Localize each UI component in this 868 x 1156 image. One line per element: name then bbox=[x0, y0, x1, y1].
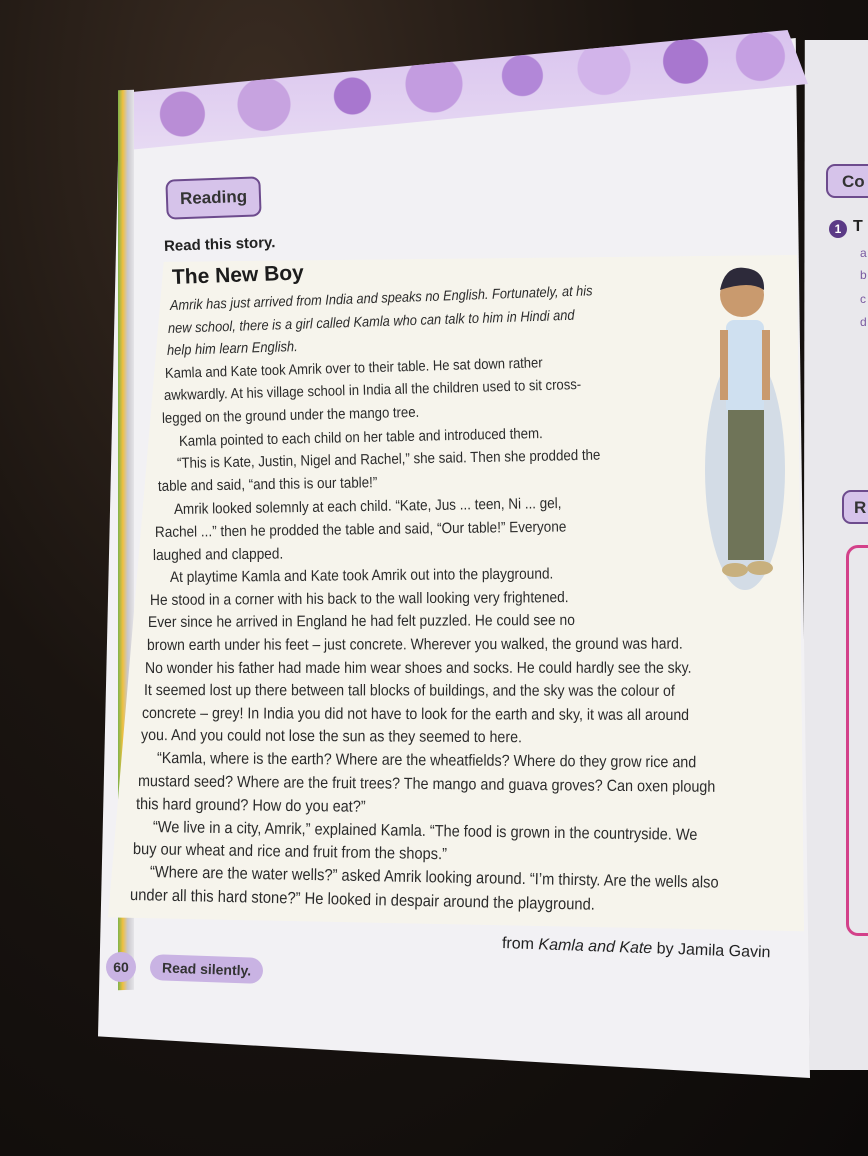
story-line: “Kamla, where is the earth? Where are the wheatfields? Where do they grow rice and bbox=[157, 750, 697, 772]
story-intro-line: Amrik has just arrived from India and speaks no English. Fortunately, at his bbox=[169, 283, 593, 314]
story-line: legged on the ground under the mango tree. bbox=[162, 404, 420, 427]
facing-option-letter: b bbox=[860, 268, 867, 282]
story-line: awkwardly. At his village school in India all the children used to sit cross- bbox=[163, 377, 582, 405]
facing-question-text: T bbox=[853, 218, 863, 235]
page-number: 60 bbox=[106, 952, 136, 982]
story-line: Kamla and Kate took Amrik over to their table. He sat down rather bbox=[165, 355, 544, 382]
story-line: Rachel ...” then he prodded the table and said, “Our table!” Everyone bbox=[154, 518, 567, 541]
story-line: “We live in a city, Amrik,” explained Kamla. “The food is grown in the countryside. We bbox=[152, 817, 698, 844]
story-line: mustard seed? Where are the fruit trees? The mango and guava groves? Can oxen plough bbox=[137, 772, 716, 796]
facing-option-letter: a bbox=[860, 246, 867, 260]
facing-page-tab-2: R bbox=[842, 490, 868, 524]
story-line: this hard ground? How do you eat?” bbox=[136, 795, 366, 817]
story-line: Amrik looked solemnly at each child. “Kate, Jus ... teen, Ni ... gel, bbox=[174, 495, 562, 519]
story-title: The New Boy bbox=[171, 261, 305, 289]
credit-author: by Jamila Gavin bbox=[656, 940, 771, 962]
story-line: laughed and clapped. bbox=[152, 545, 284, 564]
story-line: under all this hard stone?” He looked in despair around the playground. bbox=[129, 885, 596, 914]
story-intro-line: new school, there is a girl called Kamla who can talk to him in Hindi and bbox=[168, 307, 576, 337]
story-line: At playtime Kamla and Kate took Amrik out into the playground. bbox=[169, 565, 553, 587]
read-silently-note: Read silently. bbox=[150, 954, 264, 984]
facing-page-tab: Co bbox=[826, 164, 868, 198]
section-label-reading: Reading bbox=[165, 176, 261, 219]
story-intro-line: help him learn English. bbox=[166, 339, 298, 360]
boy-illustration bbox=[690, 250, 800, 590]
facing-option-letter: d bbox=[860, 315, 867, 329]
story-line: No wonder his father had made him wear shoes and socks. He could hardly see the sky. bbox=[145, 659, 692, 677]
story-line: you. And you could not lose the sun as they seemed to here. bbox=[140, 727, 522, 747]
facing-option-letter: c bbox=[860, 292, 866, 306]
story-line: buy our wheat and rice and fruit from the shops.” bbox=[132, 840, 448, 864]
facing-question-number: 1 bbox=[829, 220, 847, 238]
facing-page-box bbox=[846, 545, 868, 936]
story-line: “Where are the water wells?” asked Amrik looking around. “I’m thirsty. Are the wells also bbox=[149, 863, 719, 892]
story-line: brown earth under his feet – just concrete. Wherever you walked, the ground was hard. bbox=[146, 635, 683, 654]
story-line: Kamla pointed to each child on her table and introduced them. bbox=[178, 425, 543, 450]
story-line: “This is Kate, Justin, Nigel and Rachel,” she said. Then she prodded the bbox=[177, 447, 601, 473]
credit-prefix: from bbox=[501, 935, 535, 954]
story-line: Ever since he arrived in England he had felt puzzled. He could see no bbox=[148, 612, 576, 632]
instruction: Read this story. bbox=[163, 234, 276, 255]
story-line: It seemed lost up there between tall blocks of buildings, and the sky was the colour of bbox=[143, 682, 675, 701]
credit-book-title: Kamla and Kate bbox=[538, 936, 653, 958]
story-line: concrete – grey! In India you did not have to look for the earth and sky, it was all around bbox=[142, 704, 690, 724]
story-line: table and said, “and this is our table!” bbox=[157, 474, 378, 495]
story-line: He stood in a corner with his back to the wall looking very frightened. bbox=[149, 588, 569, 609]
